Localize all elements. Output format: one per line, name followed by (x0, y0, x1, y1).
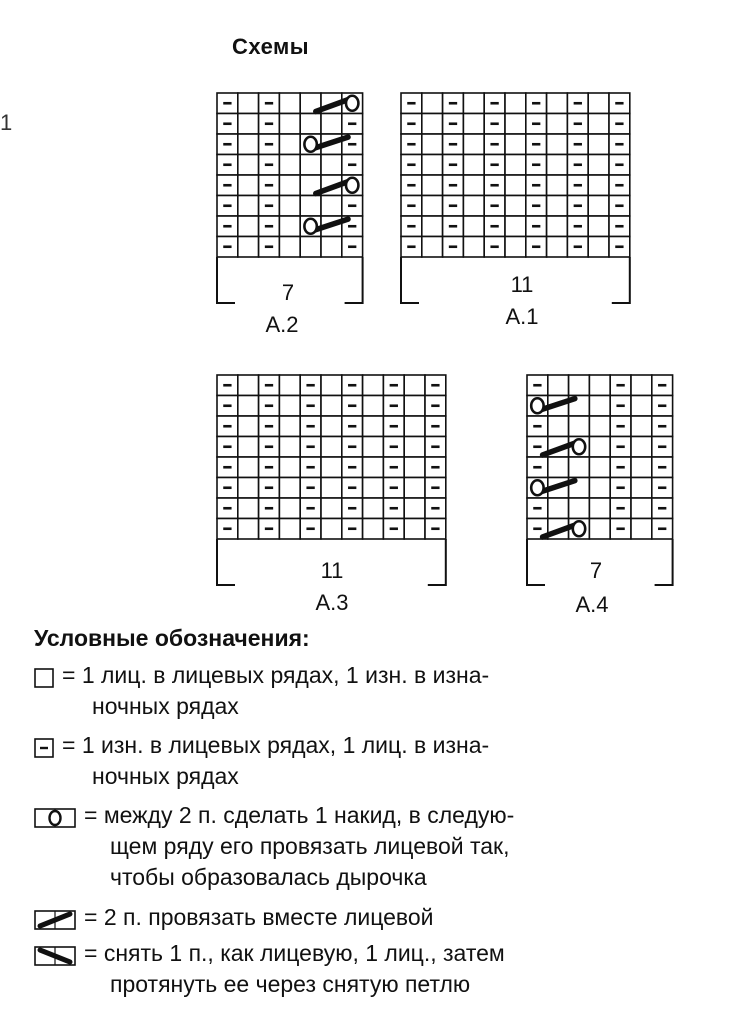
chart-cell (631, 457, 652, 478)
chart-cell (363, 375, 384, 396)
chart-cell (631, 519, 652, 540)
chart-cell (588, 175, 609, 196)
chart-cell (505, 114, 526, 135)
yarn-over-ring (531, 480, 543, 495)
chart-cell (589, 375, 610, 396)
chart-a2-count: 7 (281, 280, 295, 305)
yarn-over-icon (34, 808, 76, 828)
legend-k2tog-line1: = 2 п. провязать вместе лицевой (84, 904, 434, 930)
chart-cell (279, 396, 300, 417)
chart-cell (321, 457, 342, 478)
yarn-over-ring (304, 137, 316, 152)
chart-cell (547, 237, 568, 258)
chart-cell (404, 519, 425, 540)
chart-cell (238, 196, 259, 217)
chart-cell (589, 437, 610, 458)
chart-cell (547, 175, 568, 196)
chart-cell (548, 375, 569, 396)
chart-cell (463, 93, 484, 114)
chart-cell (279, 196, 300, 217)
chart-cell (238, 114, 259, 135)
chart-cell (422, 196, 443, 217)
chart-cell (321, 155, 342, 176)
chart-cell (279, 416, 300, 437)
margin-mark: 1 (0, 110, 13, 135)
chart-cell (321, 478, 342, 499)
chart-cell (505, 196, 526, 217)
page-title: Схемы (232, 34, 310, 59)
yarn-over-ring (531, 398, 543, 413)
bracket-left (401, 257, 419, 303)
bracket-left (217, 257, 235, 303)
chart-cell (279, 498, 300, 519)
chart-cell (463, 216, 484, 237)
chart-cell (463, 155, 484, 176)
chart-cell (238, 155, 259, 176)
chart-cell (279, 437, 300, 458)
chart-cell (588, 134, 609, 155)
chart-cell (238, 478, 259, 499)
chart-cell (238, 498, 259, 519)
chart-cell (589, 519, 610, 540)
chart-cell (238, 93, 259, 114)
chart-cell (589, 457, 610, 478)
knit-square-icon (34, 668, 54, 688)
chart-cell (547, 93, 568, 114)
chart-cell (589, 396, 610, 417)
chart-cell (238, 437, 259, 458)
chart-cell (422, 114, 443, 135)
chart-cell (589, 416, 610, 437)
chart-cell (300, 155, 321, 176)
chart-cell (363, 437, 384, 458)
chart-cell (238, 519, 259, 540)
chart-cell (547, 155, 568, 176)
chart-cell (238, 396, 259, 417)
chart-cell (569, 375, 590, 396)
chart-cell (321, 519, 342, 540)
chart-a2 (216, 92, 362, 304)
chart-cell (363, 416, 384, 437)
chart-cell (321, 114, 342, 135)
chart-cell (279, 237, 300, 258)
chart-cell (422, 155, 443, 176)
chart-cell (363, 457, 384, 478)
chart-cell (569, 457, 590, 478)
chart-cell (463, 175, 484, 196)
chart-cell (279, 519, 300, 540)
bracket-right (345, 257, 363, 303)
chart-cell (279, 216, 300, 237)
chart-cell (631, 375, 652, 396)
chart-cell (238, 134, 259, 155)
chart-cell (279, 155, 300, 176)
chart-cell (238, 457, 259, 478)
chart-cell (589, 498, 610, 519)
purl-square-icon (34, 738, 54, 758)
chart-cell (547, 114, 568, 135)
chart-cell (279, 134, 300, 155)
bracket-left (527, 539, 545, 585)
chart-cell (321, 498, 342, 519)
chart-cell (363, 519, 384, 540)
bracket-right (612, 257, 630, 303)
chart-cell (404, 478, 425, 499)
chart-cell (547, 216, 568, 237)
chart-cell (505, 134, 526, 155)
chart-cell (422, 175, 443, 196)
legend-ssk-line2: протянуть ее через снятую петлю (110, 971, 471, 997)
chart-cell (631, 437, 652, 458)
chart-a3-label: A.3 (315, 590, 349, 615)
chart-cell (548, 457, 569, 478)
chart-cell (569, 416, 590, 437)
chart-cell (404, 498, 425, 519)
legend-title: Условные обозначения: (34, 625, 310, 651)
yarn-over-ring (346, 96, 358, 111)
chart-a2-label: A.2 (265, 312, 299, 337)
yarn-over-ring (573, 521, 585, 536)
chart-cell (321, 237, 342, 258)
legend-purl-line1: = 1 изн. в лицевых рядах, 1 лиц. в изна- (62, 732, 490, 758)
chart-a1-label: A.1 (505, 304, 539, 329)
chart-cell (631, 478, 652, 499)
chart-cell (363, 396, 384, 417)
chart-cell (569, 498, 590, 519)
chart-a3 (216, 374, 446, 586)
chart-cell (422, 93, 443, 114)
chart-cell (547, 196, 568, 217)
chart-cell (588, 155, 609, 176)
chart-cell (404, 416, 425, 437)
chart-cell (321, 375, 342, 396)
chart-cell (279, 478, 300, 499)
chart-cell (404, 396, 425, 417)
yarn-over-ring (573, 439, 585, 454)
chart-cell (422, 237, 443, 258)
chart-cell (588, 237, 609, 258)
chart-cell (238, 237, 259, 258)
yarn-over-ring (346, 178, 358, 193)
chart-cell (363, 478, 384, 499)
chart-cell (463, 196, 484, 217)
chart-cell (505, 216, 526, 237)
legend-purl-line2: ночных рядах (92, 763, 239, 789)
bracket-right (655, 539, 673, 585)
chart-cell (505, 155, 526, 176)
chart-cell (588, 196, 609, 217)
chart-cell (279, 375, 300, 396)
chart-cell (589, 478, 610, 499)
chart-cell (238, 216, 259, 237)
chart-cell (547, 134, 568, 155)
bracket-right (428, 539, 446, 585)
chart-cell (463, 114, 484, 135)
chart-a3-count: 11 (320, 558, 344, 583)
chart-a4-label: A.4 (575, 592, 609, 617)
k2tog-icon (34, 910, 76, 930)
chart-cell (588, 216, 609, 237)
chart-cell (463, 237, 484, 258)
chart-cell (404, 457, 425, 478)
chart-cell (548, 416, 569, 437)
chart-cell (279, 93, 300, 114)
chart-cell (321, 396, 342, 417)
chart-cell (631, 498, 652, 519)
ssk-icon (34, 946, 76, 966)
legend-knit-line1: = 1 лиц. в лицевых рядах, 1 изн. в изна- (62, 662, 490, 688)
legend-ssk-line1: = снять 1 п., как лицевую, 1 лиц., затем (84, 940, 505, 966)
chart-cell (238, 175, 259, 196)
chart-cell (631, 396, 652, 417)
chart-a4-count: 7 (589, 558, 603, 583)
chart-cell (238, 416, 259, 437)
chart-cell (279, 114, 300, 135)
chart-cell (321, 196, 342, 217)
legend-yo-line3: чтобы образовалась дырочка (110, 864, 427, 890)
chart-cell (505, 175, 526, 196)
legend-knit-line2: ночных рядах (92, 693, 239, 719)
chart-cell (238, 375, 259, 396)
chart-cell (631, 416, 652, 437)
chart-cell (279, 175, 300, 196)
chart-cell (588, 114, 609, 135)
chart-cell (300, 114, 321, 135)
chart-cell (404, 437, 425, 458)
chart-cell (422, 216, 443, 237)
chart-cell (548, 498, 569, 519)
bracket-left (217, 539, 235, 585)
chart-cell (505, 93, 526, 114)
chart-cell (321, 416, 342, 437)
chart-cell (321, 437, 342, 458)
legend-yo-line1: = между 2 п. сделать 1 накид, в следую- (84, 802, 515, 828)
chart-cell (422, 134, 443, 155)
chart-cell (300, 237, 321, 258)
chart-cell (588, 93, 609, 114)
chart-cell (404, 375, 425, 396)
chart-cell (300, 196, 321, 217)
yarn-over-ring (304, 219, 316, 234)
chart-cell (463, 134, 484, 155)
chart-a1-count: 11 (510, 272, 534, 297)
chart-cell (363, 498, 384, 519)
chart-cell (279, 457, 300, 478)
chart-a4 (526, 374, 672, 586)
legend-yo-line2: щем ряду его провязать лицевой так, (110, 833, 510, 859)
chart-cell (505, 237, 526, 258)
